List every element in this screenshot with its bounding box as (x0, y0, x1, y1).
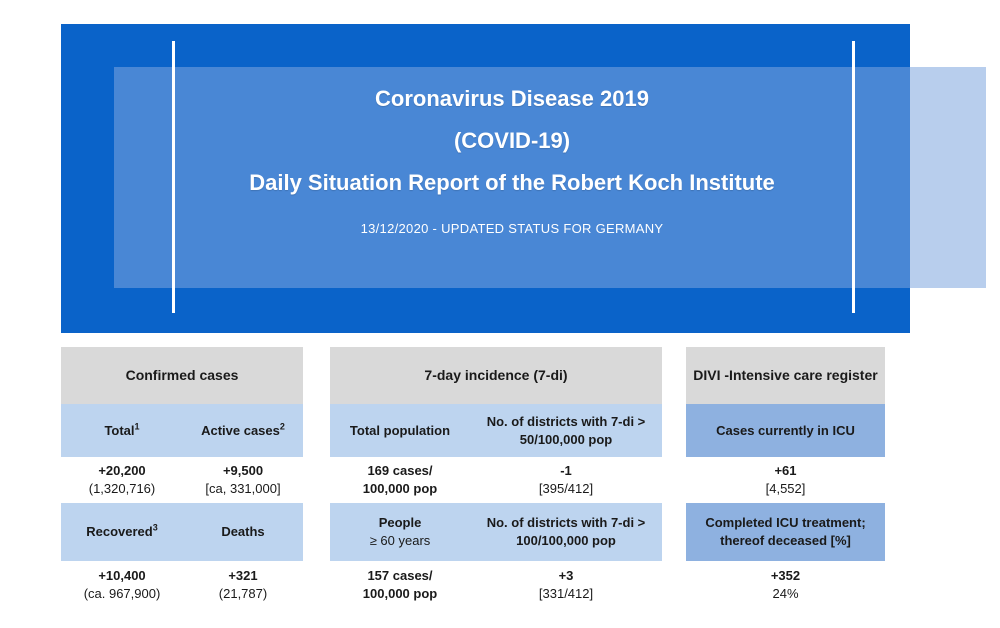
districts-50-label: No. of districts with 7-di > 50/100,000 pop (486, 413, 646, 447)
incidence-panel (330, 347, 662, 609)
divi-heading: DIVI -Intensive care register (686, 347, 885, 404)
recovered-value: +10,400 (98, 568, 146, 583)
recovered-values-row (61, 561, 303, 609)
icu-current-label: Cases currently in ICU (716, 422, 855, 438)
incidence-60-labels-row (330, 503, 662, 561)
deaths-value-cell (183, 561, 303, 609)
incidence-values-row (330, 457, 662, 503)
deaths-label: Deaths (221, 524, 265, 539)
report-title-line2: (COVID-19) (453, 128, 571, 153)
total-value: +20,200 (98, 463, 146, 478)
recovered-labels-row (61, 503, 303, 561)
active-value-cell (183, 457, 303, 503)
incidence-60-values-row (330, 561, 662, 609)
confirmed-cases-panel (61, 347, 303, 609)
recovered-label: Recovered$^3$ (86, 522, 158, 539)
report-title-line1: Coronavirus Disease 2019 (375, 86, 649, 111)
icu-current-label-row (686, 404, 885, 457)
confirmed-values-row (61, 457, 303, 503)
deaths-value: +321 (228, 568, 258, 583)
total-population-label: Total population (349, 422, 451, 438)
active-sub: [ca, 331,000] (205, 481, 281, 496)
report-title-line3: Daily Situation Report of the Robert Koch Institute (249, 170, 775, 195)
recovered-sub: (ca. 967,900) (83, 586, 161, 601)
total-label: Total$^1$ (104, 421, 140, 438)
people-60-value: 157 cases/ 100,000 pop (362, 568, 438, 601)
districts-100-value: +3 [331/412] (538, 568, 594, 601)
report-subtitle: 13/12/2020 - UPDATED STATUS FOR GERMANY (360, 221, 664, 236)
icu-completed-values-row (686, 561, 885, 609)
confirmed-cases-heading: Confirmed cases (61, 347, 303, 404)
incidence-heading: 7-day incidence (7-di) (330, 347, 662, 404)
incidence-labels-row (330, 404, 662, 457)
recovered-value-cell (61, 561, 183, 609)
districts-100-label: No. of districts with 7-di > 100/100,000 pop (486, 515, 646, 548)
icu-current-value: +61 [4,552] (765, 463, 806, 496)
total-population-value: 169 cases/ 100,000 pop (362, 463, 438, 496)
total-value-cell (61, 457, 183, 503)
icu-completed-label-row (686, 503, 885, 561)
deaths-sub: (21,787) (218, 586, 268, 601)
divi-panel (686, 347, 885, 609)
active-value: +9,500 (222, 463, 264, 478)
total-sub: (1,320,716) (88, 481, 156, 496)
people-60-label: People ≥ 60 years (369, 515, 431, 548)
icu-completed-label: Completed ICU treatment; thereof deceased [%] (705, 515, 866, 548)
icu-completed-value: +352 24% (770, 568, 801, 601)
icu-current-values-row (686, 457, 885, 503)
banner-text (114, 80, 910, 236)
districts-50-value: -1 [395/412] (538, 463, 594, 496)
confirmed-labels-row (61, 404, 303, 457)
active-cases-label: Active cases$^2$ (201, 421, 285, 438)
